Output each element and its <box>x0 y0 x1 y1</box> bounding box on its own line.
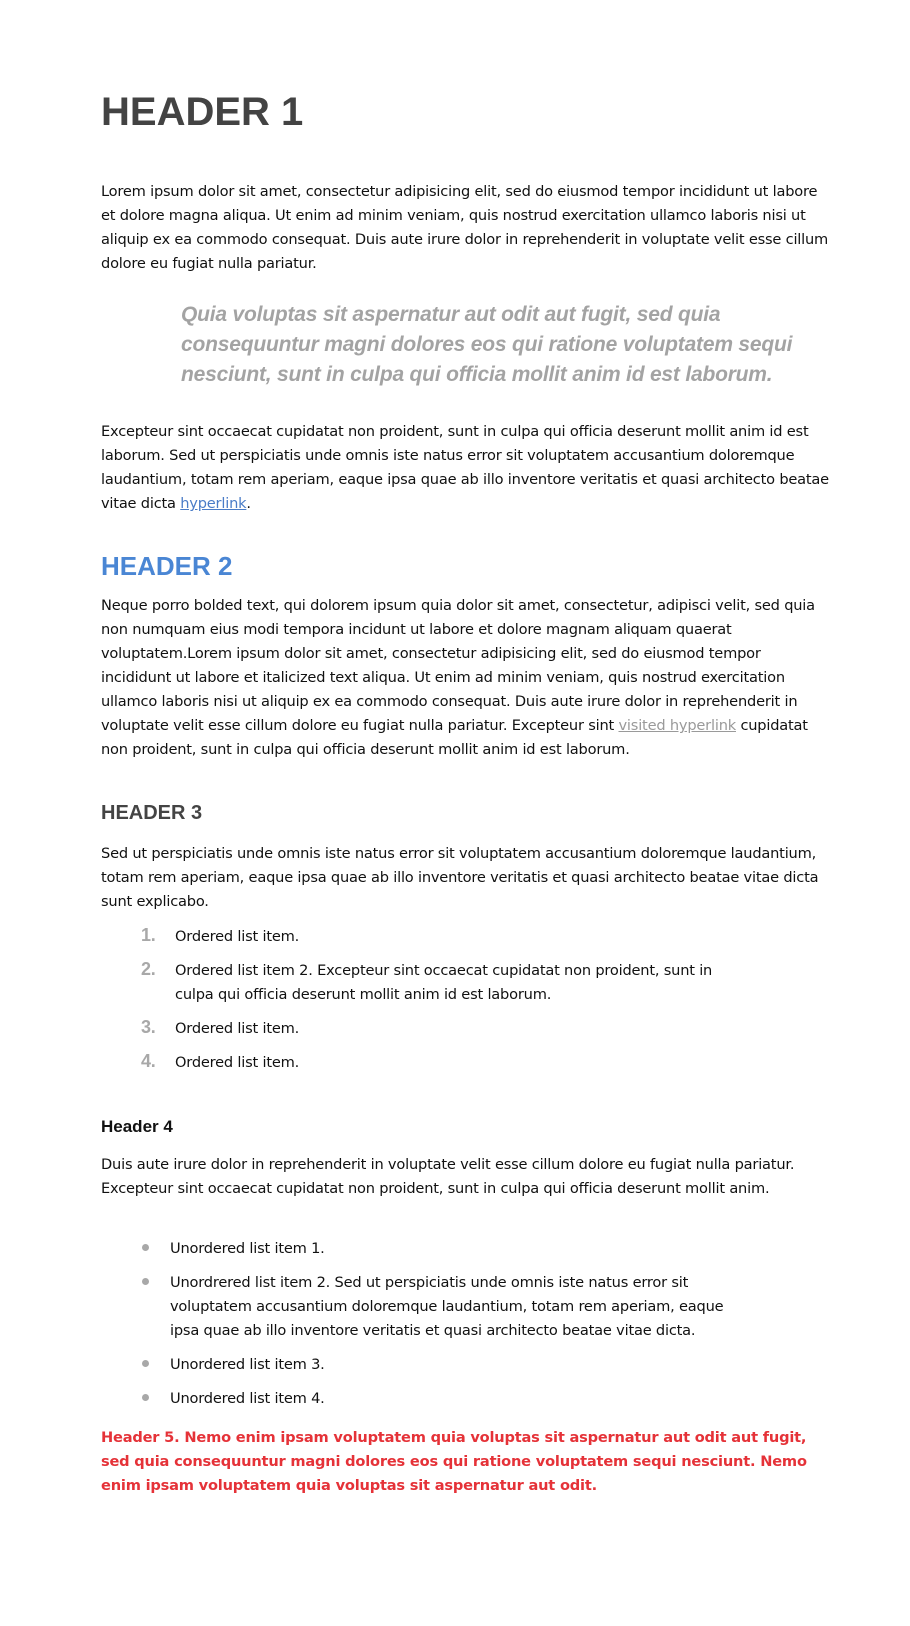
list-item-text: Unordered list item 4. <box>170 1390 325 1407</box>
paragraph-3-end: cupidatat non proident, sunt in culpa qui officia deserunt mollit anim id est laborum. <box>101 717 808 758</box>
list-item-text: Ordered list item. <box>175 928 300 945</box>
bullet-icon <box>142 1360 149 1367</box>
paragraph-3-text: Neque porro bolded text, qui dolorem ipsum quia dolor sit amet, consectetur, adipisci velit, sed quia non numquam eius modi tempora incidunt ut labore et dolore magnam aliquam quaerat voluptatem.Lorem ipsum dolor sit amet, consectetur adipisicing elit, sed do eiusmod tempor incididunt ut labore et italicized text aliqua. Ut enim ad minim veniam, quis nostrud exercitation ullamco laboris nisi ut aliquip ex ea commodo consequat. Duis aute irure dolor in reprehenderit in voluptate velit esse cillum dolore eu fugiat nulla pariatur. Excepteur sint <box>101 597 815 734</box>
hyperlink[interactable]: hyperlink <box>180 495 247 512</box>
bullet-icon <box>142 1394 149 1401</box>
bullet-icon <box>142 1244 149 1251</box>
list-number: 4. <box>141 1051 156 1071</box>
paragraph-2 <box>101 420 831 516</box>
list-item-text: Ordered list item 2. Excepteur sint occaecat cupidatat non proident, sunt in culpa qui officia deserunt mollit anim id est laborum. <box>175 962 713 1003</box>
paragraph-3 <box>101 594 831 762</box>
paragraph-1: Lorem ipsum dolor sit amet, consectetur adipisicing elit, sed do eiusmod tempor incididunt ut labore et dolore magna aliqua. Ut enim ad minim veniam, quis nostrud exercitation ullamco laboris nisi ut aliquip ex ea commodo consequat. Duis aute irure dolor in reprehenderit in voluptate velit esse cillum dolore eu fugiat nulla pariatur. <box>101 183 829 272</box>
list-number: 3. <box>141 1017 156 1037</box>
header-1: HEADER 1 <box>101 90 304 134</box>
ordered-list <box>101 925 831 1075</box>
paragraph-4: Sed ut perspiciatis unde omnis iste natus error sit voluptatem accusantium doloremque laudantium, totam rem aperiam, eaque ipsa quae ab illo inventore veritatis et quasi architecto beatae vitae dicta sunt explicabo. <box>101 845 819 910</box>
list-item-text: Unordrered list item 2. Sed ut perspiciatis unde omnis iste natus error sit voluptatem accusantium doloremque laudantium, totam rem aperiam, eaque ipsa quae ab illo inventore veritatis et quasi architecto beatae vitae dicta. <box>170 1274 724 1339</box>
ordered-list-item <box>101 925 735 949</box>
unordered-list-item <box>101 1387 740 1411</box>
header-2: HEADER 2 <box>101 551 233 581</box>
unordered-list <box>101 1237 831 1411</box>
list-item-text: Unordered list item 1. <box>170 1240 325 1257</box>
header-5: Header 5. Nemo enim ipsam voluptatem quia voluptas sit aspernatur aut odit aut fugit, sed quia consequuntur magni dolores eos qui ratione voluptatem sequi nesciunt. Nemo enim ipsam voluptatem quia voluptas sit aspernatur aut odit. <box>101 1429 807 1494</box>
header-4: Header 4 <box>101 1117 173 1136</box>
bullet-icon <box>142 1278 149 1285</box>
ordered-list-item <box>101 1017 735 1041</box>
paragraph-2-end: . <box>246 495 251 512</box>
ordered-list-item <box>101 1051 735 1075</box>
list-item-text: Unordered list item 3. <box>170 1356 325 1373</box>
unordered-list-item <box>101 1353 740 1377</box>
list-item-text: Ordered list item. <box>175 1054 300 1071</box>
blockquote: Quia voluptas sit aspernatur aut odit aut fugit, sed quia consequuntur magni dolores eos qui ratione voluptatem sequi nesciunt, sunt in culpa qui officia mollit anim id est laborum. <box>181 303 793 386</box>
list-number: 1. <box>141 925 156 945</box>
paragraph-2-text: Excepteur sint occaecat cupidatat non proident, sunt in culpa qui officia deserunt mollit anim id est laborum. Sed ut perspiciatis unde omnis iste natus error sit voluptatem accusantium doloremque laudantium, totam rem aperiam, eaque ipsa quae ab illo inventore veritatis et quasi architecto beatae vitae dicta <box>101 423 829 512</box>
ordered-list-item <box>101 959 735 1007</box>
visited-hyperlink[interactable]: visited hyperlink <box>618 717 736 734</box>
unordered-list-item <box>101 1271 740 1343</box>
unordered-list-item <box>101 1237 740 1261</box>
list-number: 2. <box>141 959 156 979</box>
header-3: HEADER 3 <box>101 802 203 824</box>
list-item-text: Ordered list item. <box>175 1020 300 1037</box>
paragraph-5: Duis aute irure dolor in reprehenderit in voluptate velit esse cillum dolore eu fugiat nulla pariatur. Excepteur sint occaecat cupidatat non proident, sunt in culpa qui officia deserunt mollit anim. <box>101 1156 795 1197</box>
